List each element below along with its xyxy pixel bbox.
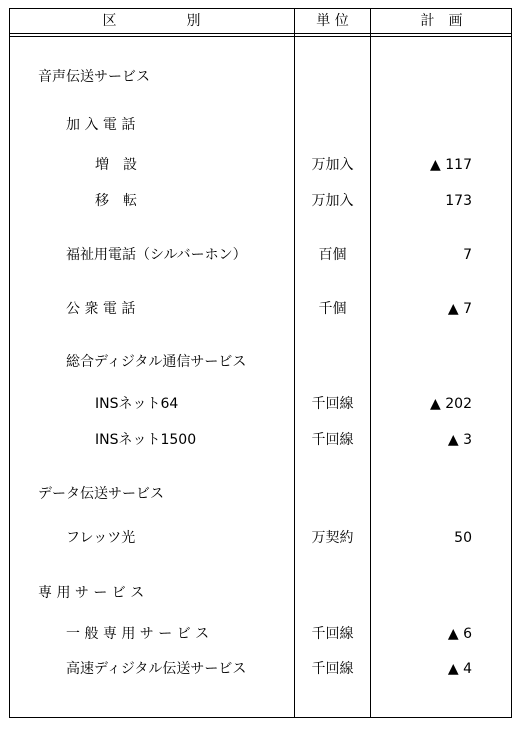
row-plan: ▲ 3 xyxy=(447,432,472,448)
row-label: 高速ディジタル伝送サービス xyxy=(66,661,247,677)
row-label: 加 入 電 話 xyxy=(66,117,136,133)
row-unit: 万契約 xyxy=(311,530,354,546)
row-label: 一 般 専 用 サ ー ビ ス xyxy=(66,626,210,642)
row-label: フレッツ光 xyxy=(66,530,136,546)
row-plan: ▲ 7 xyxy=(447,301,472,317)
row-plan: 7 xyxy=(463,247,472,263)
column-divider xyxy=(294,8,295,718)
row-label: 増 設 xyxy=(95,157,137,173)
row-label: 移 転 xyxy=(95,193,137,209)
row-unit: 百個 xyxy=(318,247,347,263)
row-label: 総合ディジタル通信サービス xyxy=(66,354,247,370)
row-label: 福祉用電話（シルバーホン） xyxy=(66,247,247,263)
row-unit: 千回線 xyxy=(311,626,354,642)
row-plan: ▲ 117 xyxy=(430,157,472,173)
header-unit: 単 位 xyxy=(316,13,349,29)
row-plan: 50 xyxy=(454,530,472,546)
row-unit: 千個 xyxy=(318,301,347,317)
row-unit: 万加入 xyxy=(311,157,354,173)
row-label: 公 衆 電 話 xyxy=(66,301,136,317)
header-plan: 計 画 xyxy=(420,13,463,29)
row-plan: ▲ 202 xyxy=(430,396,472,412)
header-divider xyxy=(9,36,512,37)
row-plan: ▲ 6 xyxy=(447,626,472,642)
row-plan: ▲ 4 xyxy=(447,661,472,677)
header-divider xyxy=(9,33,512,34)
row-unit: 万加入 xyxy=(311,193,354,209)
row-unit: 千回線 xyxy=(311,396,354,412)
row-unit: 千回線 xyxy=(311,661,354,677)
row-unit: 千回線 xyxy=(311,432,354,448)
row-label: データ伝送サービス xyxy=(38,486,164,502)
header-category: 区 別 xyxy=(102,13,201,29)
row-label: 専 用 サ ー ビ ス xyxy=(38,585,145,601)
column-divider xyxy=(370,8,371,718)
row-label: INSネット64 xyxy=(95,396,179,412)
row-plan: 173 xyxy=(445,193,472,209)
row-label: INSネット1500 xyxy=(95,432,197,448)
row-label: 音声伝送サービス xyxy=(38,69,150,85)
